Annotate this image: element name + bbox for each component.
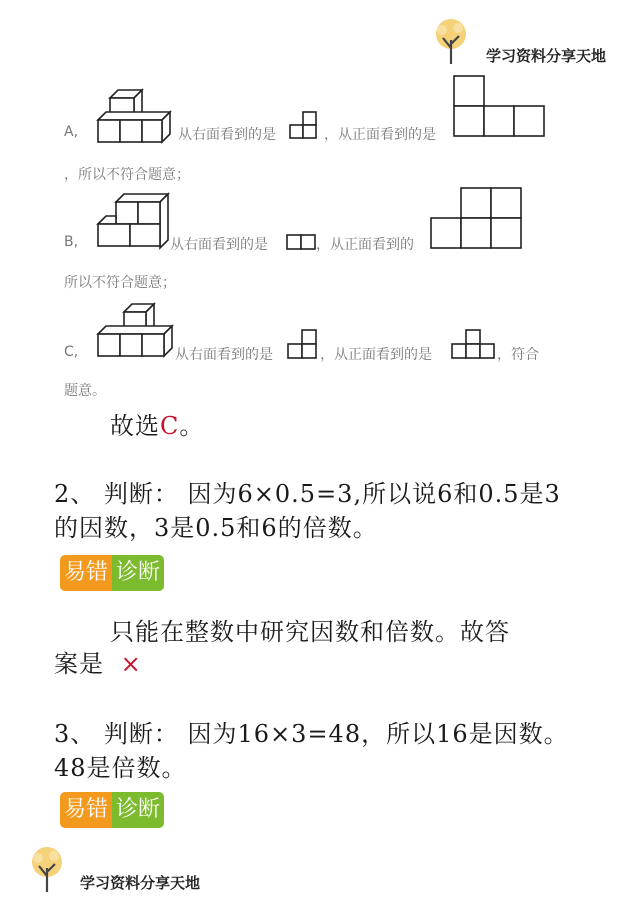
option-a-letter: A, bbox=[64, 124, 79, 140]
option-c-solid-figure bbox=[96, 300, 176, 360]
option-b-tail: 所以不符合题意； bbox=[64, 275, 176, 291]
answer-line bbox=[110, 406, 204, 441]
option-c-letter: C, bbox=[64, 344, 79, 360]
option-c-right-text: 从右面看到的是 bbox=[175, 347, 273, 363]
option-a-right-text: 从右面看到的是 bbox=[178, 127, 276, 143]
option-a-right-view bbox=[290, 110, 324, 140]
tree-logo-icon bbox=[428, 18, 474, 66]
watermark-bottom bbox=[24, 846, 244, 898]
option-b-letter: B, bbox=[64, 234, 79, 250]
option-c-tail-2: 题意。 bbox=[64, 383, 106, 399]
option-a-tail: ，所以不符合题意； bbox=[64, 167, 190, 183]
answer-letter: C bbox=[160, 412, 180, 440]
option-c-front-text: ，从正面看到的是 bbox=[320, 347, 432, 363]
watermark-text: 学习资料分享天地 bbox=[80, 874, 201, 892]
error-diagnosis-badge-1 bbox=[60, 555, 164, 591]
question-3-line-2: 48是倍数。 bbox=[54, 754, 187, 782]
diagnosis-text: 案是 bbox=[54, 650, 104, 678]
tree-logo-icon bbox=[24, 846, 70, 894]
answer-prefix: 故选 bbox=[110, 412, 160, 440]
option-c-right-view bbox=[288, 328, 322, 360]
option-c-tail: ，符合 bbox=[497, 347, 539, 363]
error-diagnosis-badge-2 bbox=[60, 792, 164, 828]
question-2-line-1: 2、 判断： 因为6×0.5=3,所以说6和0.5是3 bbox=[54, 480, 561, 508]
option-b-solid-figure bbox=[96, 190, 176, 250]
cross-mark: × bbox=[120, 650, 142, 678]
badge-2-part-2: 诊断 bbox=[112, 792, 164, 828]
badge-1-part-2: 诊断 bbox=[112, 555, 164, 591]
watermark-text: 学习资料分享天地 bbox=[486, 47, 607, 65]
question-3-line-1: 3、 判断： 因为16×3=48，所以16是因数。 bbox=[54, 720, 569, 748]
option-b-right-text: 从右面看到的是 bbox=[170, 237, 268, 253]
question-2-line-2: 的因数，3是0.5和6的倍数。 bbox=[54, 514, 378, 542]
option-b-front-view bbox=[430, 186, 524, 250]
diagnosis-line-2 bbox=[54, 644, 142, 679]
badge-1-part-1: 易错 bbox=[60, 555, 112, 591]
answer-suffix: 。 bbox=[179, 412, 205, 440]
option-b-right-view bbox=[285, 233, 319, 253]
option-b-front-text: ，从正面看到的 bbox=[316, 237, 414, 253]
option-c-front-view bbox=[450, 328, 498, 360]
watermark-top bbox=[428, 18, 628, 68]
option-a-front-text: ，从正面看到的是 bbox=[324, 127, 436, 143]
diagnosis-line-1: 只能在整数中研究因数和倍数。故答 bbox=[110, 618, 510, 646]
badge-2-part-1: 易错 bbox=[60, 792, 112, 828]
option-a-solid-figure bbox=[96, 80, 176, 140]
option-a-front-view bbox=[453, 75, 549, 137]
